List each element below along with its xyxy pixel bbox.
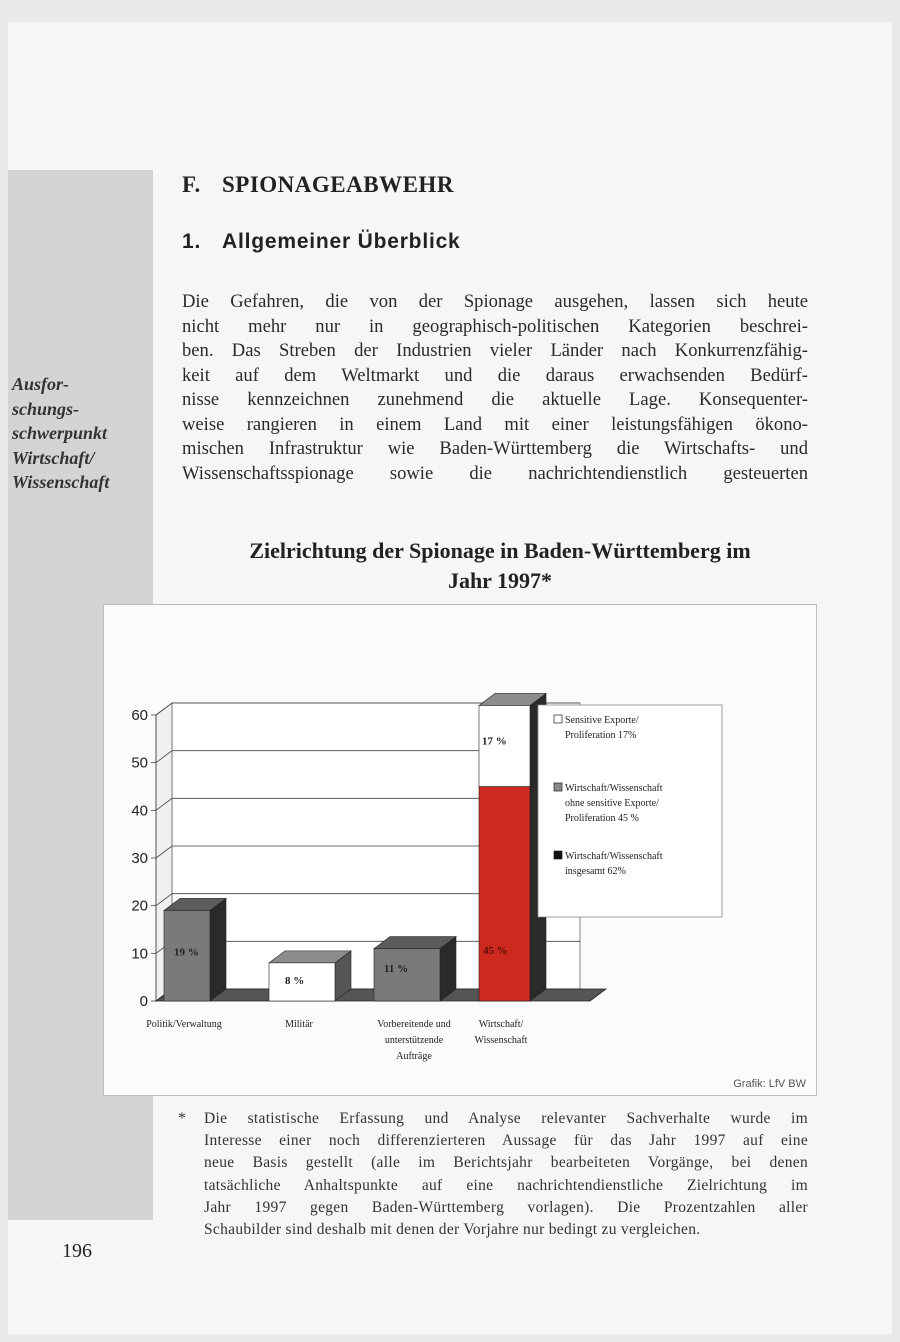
data-label: 19 % <box>174 946 199 959</box>
legend-label: Sensitive Exporte/ <box>565 715 639 726</box>
data-label: 11 % <box>384 963 409 976</box>
body-line: Wissenschaftsspionage sowie die nachrichtendienstlich gesteuerten <box>182 462 808 484</box>
footnote <box>178 1108 808 1241</box>
legend-label: Wirtschaft/Wissenschaft <box>565 851 663 862</box>
data-label: 17 % <box>482 735 507 748</box>
body-line: ben. Das Streben der Industrien vieler Länder nach Konkurrenzfähig- <box>182 340 808 361</box>
section-number: F. <box>182 172 201 197</box>
bar-chart <box>104 605 818 1097</box>
chart-title-line: Jahr 1997* <box>447 568 553 593</box>
footnote-line: tatsächliche Anhaltspunkte auf eine nachrichtendienstliche Zielrichtung im <box>204 1176 808 1194</box>
chart-frame <box>103 604 817 1096</box>
footnote-mark: * <box>178 1110 187 1127</box>
footnote-line: Jahr 1997 gegen Baden-Württemberg vorlagen). Die Prozentzahlen aller <box>204 1198 808 1216</box>
legend-label: Proliferation 17% <box>565 730 637 741</box>
chart-title <box>160 536 840 596</box>
category-label: Aufträge <box>396 1051 432 1062</box>
body-line: weise rangieren in einem Land mit einer leistungsfähigen ökono- <box>182 413 808 435</box>
section-title <box>182 172 454 198</box>
y-tick-label: 20 <box>131 897 148 915</box>
subsection-title <box>182 230 461 254</box>
chart-title-line: Zielrichtung der Spionage in Baden-Württemberg im <box>249 538 751 563</box>
body-line: mischen Infrastruktur wie Baden-Württemberg die Wirtschafts- und <box>182 438 808 459</box>
category-label: Militär <box>285 1019 313 1030</box>
y-tick-label: 40 <box>131 802 148 820</box>
body-line: nicht mehr nur in geographisch-politischen Kategorien beschrei- <box>182 315 808 337</box>
subsection-number: 1. <box>182 230 202 253</box>
y-tick-label: 50 <box>131 754 148 772</box>
legend-label: insgesamt 62% <box>565 866 626 877</box>
y-tick-label: 10 <box>131 945 148 963</box>
category-label: Wirtschaft/ <box>478 1019 524 1030</box>
data-label: 8 % <box>285 974 305 987</box>
legend-label: Proliferation 45 % <box>565 813 639 824</box>
margin-note-line: Wirtschaft/ <box>12 447 95 468</box>
category-label: unterstützende <box>384 1035 444 1046</box>
margin-note-line: Wissenschaft <box>12 472 110 492</box>
margin-note-line: Ausfor- <box>12 374 70 394</box>
category-label: Politik/Verwaltung <box>146 1019 222 1030</box>
legend-swatch <box>554 851 562 859</box>
category-label: Vorbereitende und <box>377 1019 451 1030</box>
y-tick-label: 30 <box>131 850 148 867</box>
category-label: Wissenschaft <box>474 1035 528 1046</box>
subsection-title-text: Allgemeiner Überblick <box>222 230 461 253</box>
margin-note-line: schungs- <box>12 398 80 419</box>
body-paragraph <box>182 290 808 486</box>
footnote-line: Die statistische Erfassung und Analyse relevanter Sachverhalte wurde im <box>204 1110 808 1127</box>
y-tick-label: 60 <box>131 707 148 724</box>
legend-swatch <box>554 715 562 723</box>
margin-note <box>12 372 182 495</box>
chart-credit: Grafik: LfV BW <box>733 1078 806 1090</box>
bar-wirtschaft-red <box>479 787 530 1002</box>
legend-label: ohne sensitive Exporte/ <box>565 798 659 809</box>
data-label: 45 % <box>483 944 508 957</box>
bar-politik-side <box>210 898 226 1001</box>
body-line: Die Gefahren, die von der Spionage ausgehen, lassen sich heute <box>182 291 808 312</box>
footnote-line: neue Basis gestellt (alle im Berichtsjahr bearbeiteten Vorgänge, bei denen <box>204 1154 808 1172</box>
legend-swatch <box>554 783 562 791</box>
legend-label: Wirtschaft/Wissenschaft <box>565 783 663 794</box>
body-line: keit auf dem Weltmarkt und die daraus erwachsenden Bedürf- <box>182 364 808 386</box>
footnote-line: Interesse einer noch differenzierteren Aussage für das Jahr 1997 auf eine <box>204 1132 808 1150</box>
body-line: nisse kennzeichnen zunehmend die aktuelle Lage. Konsequenter- <box>182 389 808 410</box>
y-tick-label: 0 <box>139 993 148 1010</box>
margin-note-line: schwerpunkt <box>12 423 108 443</box>
section-title-text: SPIONAGEABWEHR <box>222 172 454 197</box>
page-number: 196 <box>62 1240 92 1262</box>
footnote-line: Schaubilder sind deshalb mit denen der Vorjahre nur bedingt zu vergleichen. <box>204 1221 701 1239</box>
